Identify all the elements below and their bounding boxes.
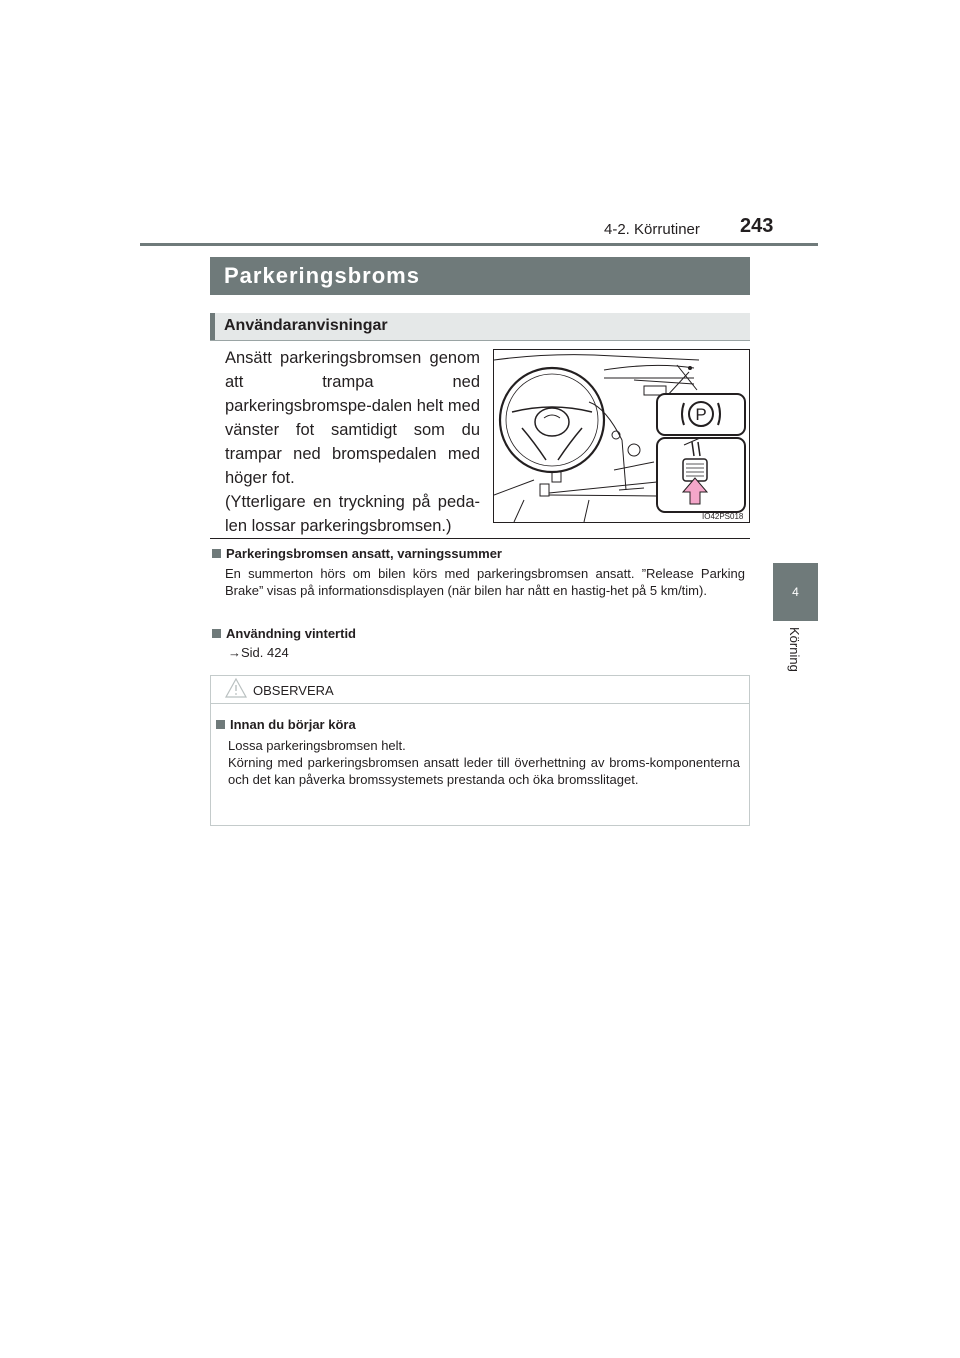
note-heading-text: Användning vintertid <box>226 626 356 641</box>
dashboard-illustration <box>493 349 750 523</box>
bullet-square-icon <box>212 629 221 638</box>
page-title: Parkeringsbroms <box>224 263 420 288</box>
header-rule <box>140 243 818 246</box>
note-heading-text: Parkeringsbromsen ansatt, varningssummer <box>226 546 502 561</box>
intro-paragraph: Ansätt parkeringsbromsen genom att trampa ned parkeringsbromspe-dalen helt med vänster fot samtidigt som du trampar ned bromspedalen med höger fot. <box>225 349 480 487</box>
note-heading <box>212 626 356 641</box>
pedal-icon <box>657 438 745 512</box>
section-title: 4-2. Körrutiner <box>604 221 700 238</box>
subheading-bar <box>210 313 750 341</box>
page-number: 243 <box>740 215 774 237</box>
caution-line: Körning med parkeringsbromsen ansatt leder till överhettning av broms-komponenterna och det kan påverka bromssystemets prestanda och öka bromsslitaget. <box>228 755 740 787</box>
figure-code: IO42PS018 <box>702 512 744 521</box>
subheading-accent <box>210 313 215 340</box>
chapter-tab <box>773 563 818 621</box>
bullet-square-icon <box>216 720 225 729</box>
caution-heading-text: Innan du börjar köra <box>230 717 356 732</box>
warning-triangle-icon <box>224 677 248 704</box>
page-title-bar <box>210 257 750 295</box>
chapter-number: 4 <box>792 585 799 599</box>
caution-text <box>228 737 740 788</box>
note-heading <box>212 546 502 561</box>
p-symbol-label: P <box>695 405 707 424</box>
caution-label: OBSERVERA <box>253 683 334 698</box>
intro-text <box>225 346 480 538</box>
page-reference-link[interactable]: →Sid. 424 <box>228 645 289 660</box>
caution-heading <box>216 717 356 732</box>
bullet-square-icon <box>212 549 221 558</box>
subheading: Användaranvisningar <box>224 317 388 334</box>
caution-line: Lossa parkeringsbromsen helt. <box>228 738 406 753</box>
intro-paragraph: (Ytterligare en tryckning på peda-len lossar parkeringsbromsen.) <box>225 493 480 535</box>
chapter-name: Körning <box>787 627 802 672</box>
section-divider <box>210 538 750 539</box>
note-text: En summerton hörs om bilen körs med parkeringsbromsen ansatt. ”Release Parking Brake” visas på informationsdisplayen (när bilen har nått en hastig-het på 5 km/tim). <box>225 566 745 598</box>
steering-wheel-icon <box>500 368 604 472</box>
parking-brake-symbol-icon <box>657 394 745 435</box>
